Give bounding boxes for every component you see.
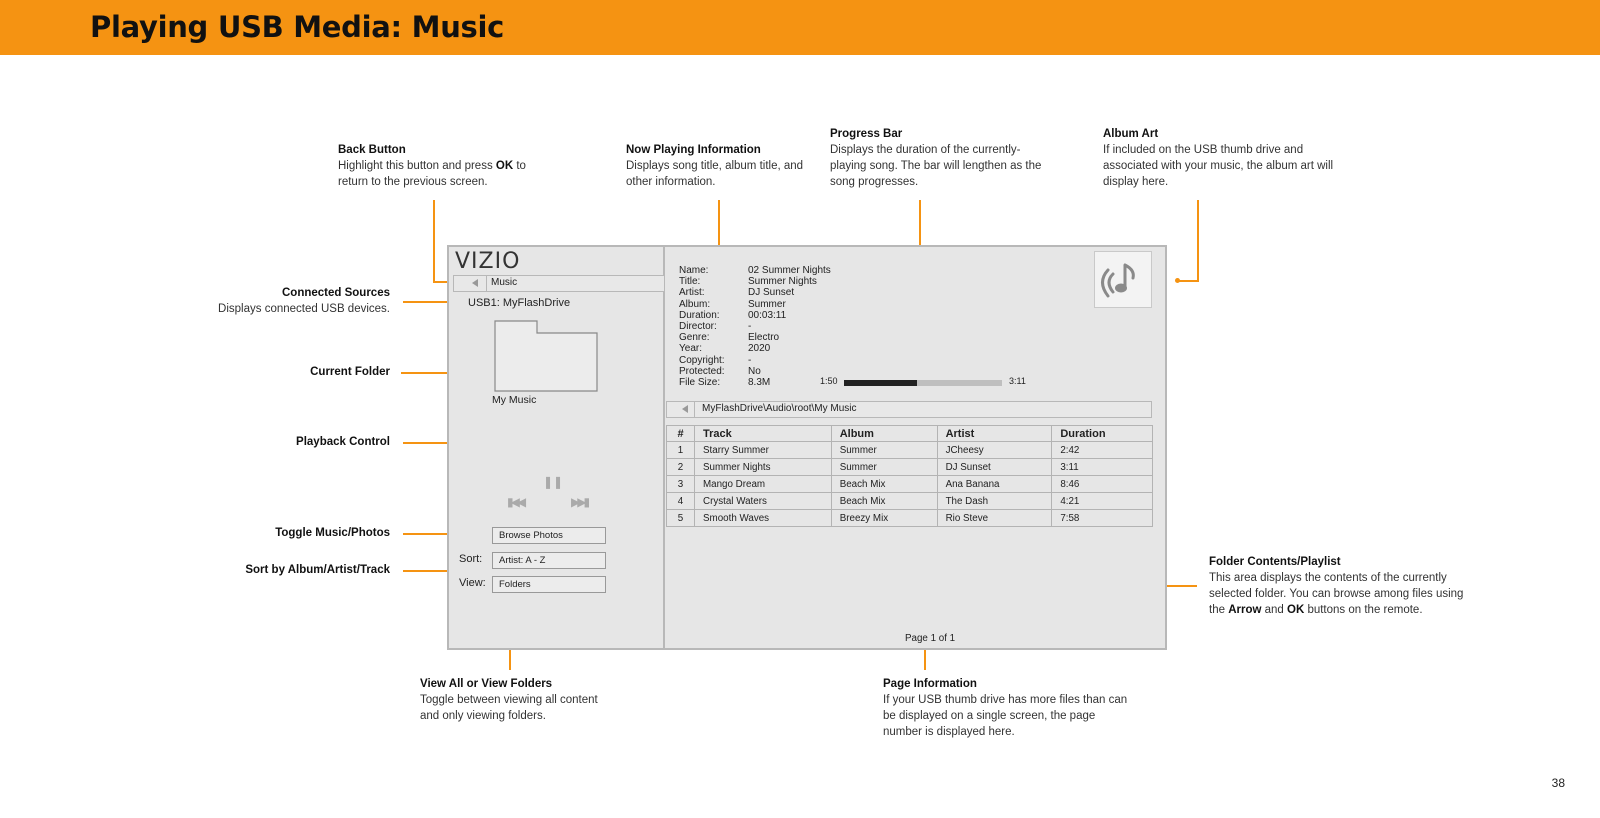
info-row: Genre: Electro [679, 332, 780, 344]
table-row[interactable] [667, 442, 1153, 459]
elapsed-time: 1:50 [820, 376, 838, 386]
page-title: Playing USB Media: Music [90, 10, 505, 44]
callout-playback-control: Playback Control [296, 436, 390, 448]
table-row[interactable] [667, 510, 1153, 527]
page-number: 38 [1551, 776, 1565, 790]
cell: 4:21 [1052, 493, 1153, 510]
view-select[interactable]: Folders [492, 576, 606, 593]
cell: JCheesy [937, 442, 1052, 459]
previous-track-icon[interactable]: ▮◀◀ [507, 495, 524, 509]
cell: Summer [831, 442, 937, 459]
pause-icon[interactable]: ❚❚ [543, 475, 564, 489]
table-row[interactable] [667, 476, 1153, 493]
cell: The Dash [937, 493, 1052, 510]
path-bar [453, 275, 665, 292]
browse-photos-button[interactable]: Browse Photos [492, 527, 606, 544]
leader-albumart-v [1197, 200, 1199, 282]
callout-progress-bar: Progress Bar Displays the duration of the currently-playing song. The bar will lengthen as the song progresses. [830, 128, 1042, 188]
info-row: Duration: 00:03:11 [679, 309, 787, 321]
info-row: Year: 2020 [679, 343, 771, 355]
callout-now-playing: Now Playing Information Displays song title, album title, and other information. [626, 144, 804, 188]
callout-connected-sources: Connected Sources Displays connected USB devices. [218, 287, 390, 315]
folder-name: My Music [492, 394, 537, 406]
cell: 3:11 [1052, 459, 1153, 476]
leader-albumart-dot [1175, 278, 1180, 283]
cell: Summer [831, 459, 937, 476]
cell: 3 [667, 476, 695, 493]
table-header-row [667, 426, 1153, 442]
cell: 1 [667, 442, 695, 459]
cell: Starry Summer [695, 442, 832, 459]
left-pane [449, 247, 665, 648]
column-header[interactable]: Track [695, 426, 832, 442]
browse-path: MyFlashDrive\Audio\root\My Music [702, 403, 857, 414]
folder-icon[interactable] [494, 320, 598, 392]
info-row: Name: 02 Summer Nights [679, 265, 831, 276]
column-header[interactable]: Artist [937, 426, 1052, 442]
info-row: Copyright: - [679, 354, 752, 366]
callout-toggle: Toggle Music/Photos [275, 527, 390, 539]
table-row[interactable] [667, 493, 1153, 510]
cell: Smooth Waves [695, 510, 832, 527]
callout-page-info: Page Information If your USB thumb drive has more files than can be displayed on a single screen, the page number is displayed here. [883, 678, 1128, 738]
cell: 5 [667, 510, 695, 527]
cell: Rio Steve [937, 510, 1052, 527]
info-row: Artist: DJ Sunset [679, 287, 795, 299]
callout-back-button: Back Button Highlight this button and press OK to return to the previous screen. [338, 144, 526, 188]
cell: Crystal Waters [695, 493, 832, 510]
cell: Ana Banana [937, 476, 1052, 493]
album-art [1094, 251, 1152, 308]
info-row: File Size: 8.3M [679, 377, 771, 389]
usb-media-screen [447, 245, 1167, 650]
browse-back-button[interactable] [667, 402, 695, 417]
callout-album-art: Album Art If included on the USB thumb drive and associated with your music, the album art will display here. [1103, 128, 1334, 188]
browse-path-bar [666, 401, 1152, 418]
total-time: 3:11 [1009, 376, 1026, 386]
vizio-logo: VIZIO [455, 249, 521, 274]
leader-back-v [433, 200, 435, 282]
info-row: Protected: No [679, 365, 761, 377]
progress-bar [820, 377, 1030, 389]
column-header[interactable]: Duration [1052, 426, 1153, 442]
back-arrow-icon [682, 405, 688, 413]
info-row: Director: - [679, 321, 752, 333]
cell: 4 [667, 493, 695, 510]
cell: Summer Nights [695, 459, 832, 476]
cell: 8:46 [1052, 476, 1153, 493]
back-arrow-icon [472, 279, 478, 287]
connected-source[interactable]: USB1: MyFlashDrive [468, 297, 571, 309]
progress-track [844, 380, 1002, 386]
callout-view: View All or View Folders Toggle between viewing all content and only viewing folders. [420, 678, 598, 722]
view-label: View: [459, 577, 486, 589]
callout-current-folder: Current Folder [310, 366, 390, 378]
cell: Beach Mix [831, 476, 937, 493]
column-header[interactable]: Album [831, 426, 937, 442]
cell: Breezy Mix [831, 510, 937, 527]
music-note-icon [1095, 252, 1151, 307]
callout-sort: Sort by Album/Artist/Track [245, 564, 390, 576]
cell: DJ Sunset [937, 459, 1052, 476]
cell: Beach Mix [831, 493, 937, 510]
track-table [666, 425, 1153, 527]
page-indicator: Page 1 of 1 [905, 633, 956, 644]
now-playing-info [679, 265, 831, 388]
leader-albumart-h [1177, 280, 1198, 282]
cell: 2:42 [1052, 442, 1153, 459]
next-track-icon[interactable]: ▶▶▮ [571, 495, 588, 509]
path-label: Music [491, 277, 518, 288]
info-row: Title: Summer Nights [679, 276, 817, 288]
sort-label: Sort: [459, 553, 483, 565]
table-row[interactable] [667, 459, 1153, 476]
column-header[interactable]: # [667, 426, 695, 442]
callout-folder-contents: Folder Contents/Playlist This area displays the contents of the currently selected folder. You can browse among files using the Arrow and OK buttons on the remote. [1209, 556, 1464, 616]
cell: 7:58 [1052, 510, 1153, 527]
cell: 2 [667, 459, 695, 476]
progress-fill [844, 380, 917, 386]
info-row: Album: Summer [679, 298, 786, 310]
title-banner [0, 0, 1600, 55]
cell: Mango Dream [695, 476, 832, 493]
sort-select[interactable]: Artist: A - Z [492, 552, 606, 569]
back-button[interactable] [454, 276, 487, 291]
